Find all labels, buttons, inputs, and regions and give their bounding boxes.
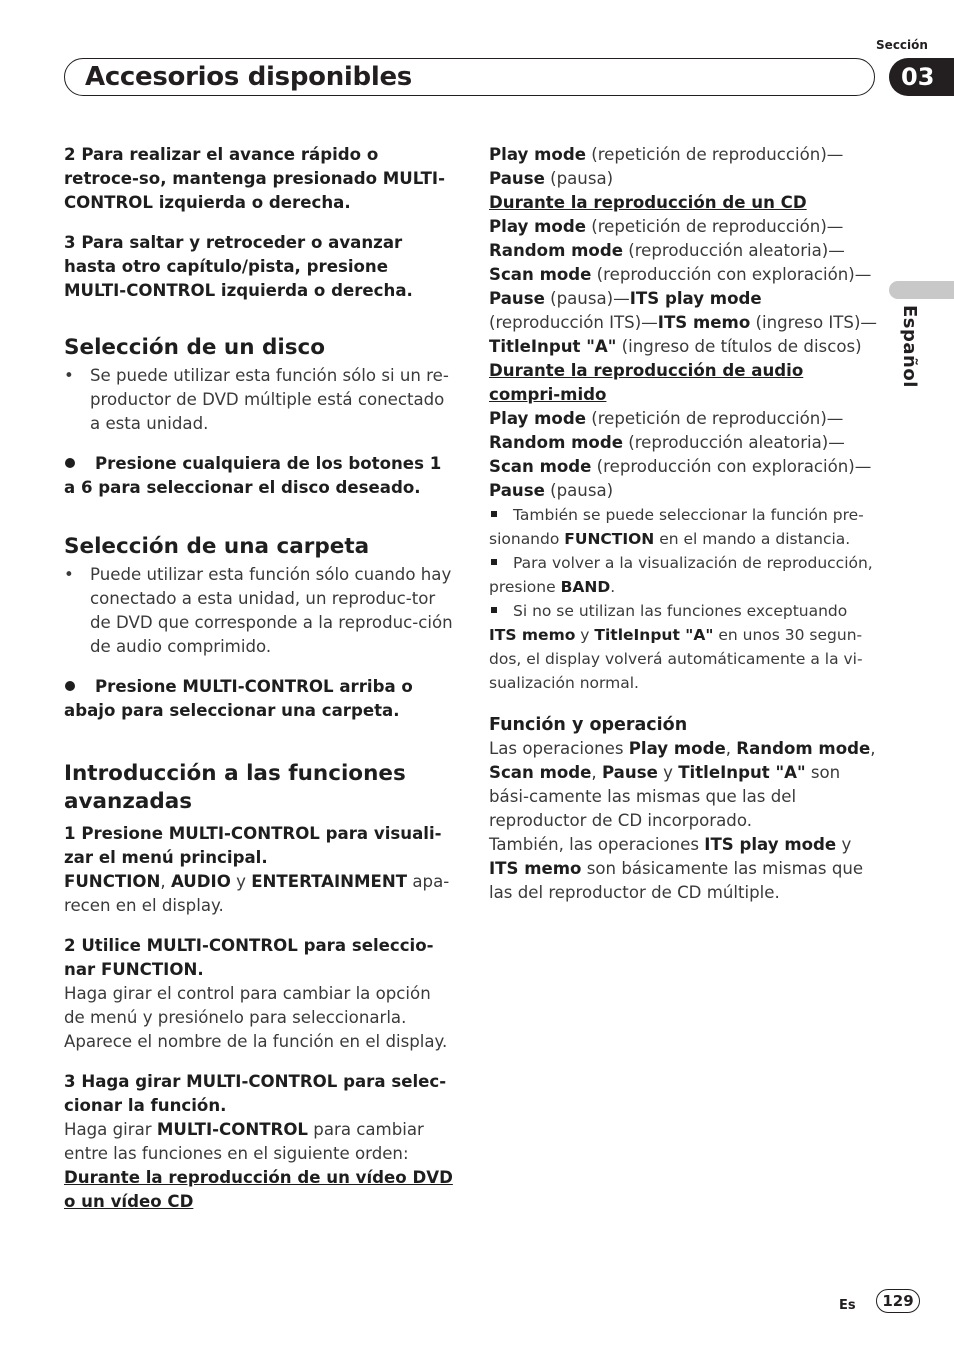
play-mode-label: Play mode — [489, 409, 586, 428]
multi-control-label: MULTI-CONTROL — [156, 1120, 309, 1139]
step-3-skip: 3 Para saltar y retroceder o avanzar hasta otro capítulo/pista, presione MULTI-CONTROL izquierda o derecha. — [64, 233, 413, 300]
language-label: Español — [899, 305, 920, 388]
text: . — [610, 578, 616, 596]
step-dot-icon — [65, 681, 75, 691]
intro-step-2: 2 Utilice MULTI-CONTROL para seleccio-nar FUNCTION. — [64, 936, 434, 979]
text: (repetición de reproducción)— — [585, 217, 844, 236]
text: (repetición de reproducción)— — [585, 409, 844, 428]
title-input-label: TitleInput "A" — [489, 337, 617, 356]
text: (pausa) — [544, 169, 614, 188]
text: (reproducción aleatoria)— — [622, 241, 845, 260]
carpeta-step-text: Presione MULTI-CONTROL arriba o abajo para seleccionar una carpeta. — [64, 677, 413, 720]
text: (pausa)— — [544, 289, 630, 308]
scan-mode-label: Scan mode — [489, 457, 592, 476]
text: Haga girar — [64, 1120, 157, 1139]
text: son básicamente las mismas que las del reproductor de CD múltiple. — [489, 859, 864, 902]
text: (repetición de reproducción)— — [585, 145, 844, 164]
text: para cambiar entre las funciones en el siguiente orden: — [64, 1120, 424, 1163]
scan-mode-label: Scan mode — [489, 265, 592, 284]
carpeta-note — [64, 563, 454, 659]
play-mode-label: Play mode — [489, 145, 586, 164]
text: (reproducción aleatoria)— — [622, 433, 845, 452]
text: (reproducción con exploración)— — [591, 265, 872, 284]
function-label: FUNCTION — [564, 530, 655, 548]
left-column — [64, 143, 454, 1214]
square-bullet-icon — [491, 607, 497, 613]
random-mode-label: Random mode — [736, 739, 871, 758]
play-mode-label: Play mode — [489, 217, 586, 236]
heading-seleccion-carpeta: Selección de una carpeta — [64, 534, 370, 559]
text: y — [575, 626, 595, 644]
sep: , — [160, 872, 171, 891]
text: y — [836, 835, 852, 854]
audio-label: AUDIO — [170, 872, 231, 891]
pause-label: Pause — [601, 763, 658, 782]
text: Las operaciones — [489, 739, 629, 758]
intro-step-3-text — [64, 1118, 454, 1166]
cd-playback-heading: Durante la reproducción de un CD — [489, 193, 807, 212]
its-play-mode-label: ITS play mode — [704, 835, 837, 854]
dvd-playback-heading: Durante la reproducción de un vídeo DVD o un vídeo CD — [64, 1168, 453, 1211]
carpeta-step — [64, 675, 454, 723]
text: (ingreso ITS)— — [750, 313, 878, 332]
function-label: FUNCTION — [64, 872, 161, 891]
step-2-fast-forward: 2 Para realizar el avance rápido o retroce-so, mantenga presionado MULTI-CONTROL izquierda o derecha. — [64, 145, 445, 212]
title-input-label: TitleInput "A" — [594, 626, 714, 644]
pause-label: Pause — [489, 481, 545, 500]
text: (ingreso de títulos de discos) — [616, 337, 862, 356]
carpeta-note-text: Puede utilizar esta función sólo cuando hay conectado a esta unidad, un reproduc-tor de DVD que corresponde a la reproduc-ción de audio comprimido. — [90, 565, 453, 656]
page-title: Accesorios disponibles — [85, 62, 412, 92]
text: son bási-camente las mismas que las del reproductor de CD incorporado. — [489, 763, 841, 830]
language-tab — [889, 281, 954, 299]
note-timeout — [489, 599, 879, 695]
heading-seleccion-disco: Selección de un disco — [64, 335, 326, 360]
text: , — [591, 763, 602, 782]
right-column — [489, 143, 879, 905]
its-memo-label: ITS memo — [489, 859, 582, 878]
page-number: 129 — [876, 1289, 920, 1313]
text: y — [657, 763, 679, 782]
heading-introduccion: Introducción a las funciones avanzadas — [64, 761, 406, 814]
text: en el mando a distancia. — [654, 530, 851, 548]
text: , — [870, 739, 876, 758]
text: (reproducción con exploración)— — [591, 457, 872, 476]
play-mode-label: Play mode — [628, 739, 726, 758]
scan-mode-label: Scan mode — [489, 763, 592, 782]
disco-step — [64, 452, 454, 500]
text: en unos 30 segun-dos, el display volverá automáticamente a la vi-sualización normal. — [489, 626, 863, 692]
compressed-audio-heading: Durante la reproducción de audio compri-mido — [489, 361, 804, 404]
step-dot-icon — [65, 458, 75, 468]
random-mode-label: Random mode — [489, 433, 623, 452]
seccion-label: Sección — [876, 38, 928, 52]
its-play-mode-label: ITS play mode — [629, 289, 762, 308]
section-number-badge: 03 — [889, 58, 954, 96]
its-memo-label: ITS memo — [657, 313, 751, 332]
note-band — [489, 551, 879, 599]
title-input-label: TitleInput "A" — [678, 763, 806, 782]
disco-note-text: Se puede utilizar esta función sólo si un re-productor de DVD múltiple está conectado a esta unidad. — [90, 366, 449, 433]
funcion-paragraph-1 — [489, 737, 879, 833]
intro-step-1-text — [64, 870, 454, 918]
text: También se puede seleccionar la función pre-sionando — [489, 506, 864, 548]
intro-step-2-text: Haga girar el control para cambiar la opción de menú y presiónelo para seleccionarla. Aparece el nombre de la función en el display. — [64, 984, 448, 1051]
square-bullet-icon — [491, 559, 497, 565]
intro-step-3: 3 Haga girar MULTI-CONTROL para selec-cionar la función. — [64, 1072, 447, 1115]
note-function — [489, 503, 879, 551]
compressed-mode-list — [489, 407, 879, 503]
text: , — [725, 739, 737, 758]
footer-language-code: Es — [839, 1298, 856, 1313]
text: (pausa) — [544, 481, 614, 500]
text: (reproducción ITS)— — [489, 313, 658, 332]
square-bullet-icon — [491, 511, 497, 517]
heading-funcion-operacion: Función y operación — [489, 715, 688, 735]
intro-step-1: 1 Presione MULTI-CONTROL para visuali-zar el menú principal. — [64, 824, 442, 867]
random-mode-label: Random mode — [489, 241, 623, 260]
disco-step-text: Presione cualquiera de los botones 1 a 6 para seleccionar el disco deseado. — [64, 454, 442, 497]
dvd-mode-list — [489, 143, 879, 191]
pause-label: Pause — [489, 289, 545, 308]
disco-note — [64, 364, 454, 436]
pause-label: Pause — [489, 169, 545, 188]
band-label: BAND — [560, 578, 611, 596]
entertainment-label: ENTERTAINMENT — [251, 872, 408, 891]
funcion-paragraph-2 — [489, 833, 879, 905]
text: Para volver a la visualización de reproducción, presione — [489, 554, 873, 596]
bullet-icon: • — [64, 366, 74, 385]
text: También, las operaciones — [489, 835, 705, 854]
bullet-icon: • — [64, 565, 74, 584]
sep: y — [230, 872, 252, 891]
text: Si no se utilizan las funciones exceptuando — [513, 602, 848, 620]
intro-step-1-rest: apa-recen en el display. — [64, 872, 450, 915]
its-memo-label: ITS memo — [489, 626, 576, 644]
cd-mode-list — [489, 215, 879, 359]
